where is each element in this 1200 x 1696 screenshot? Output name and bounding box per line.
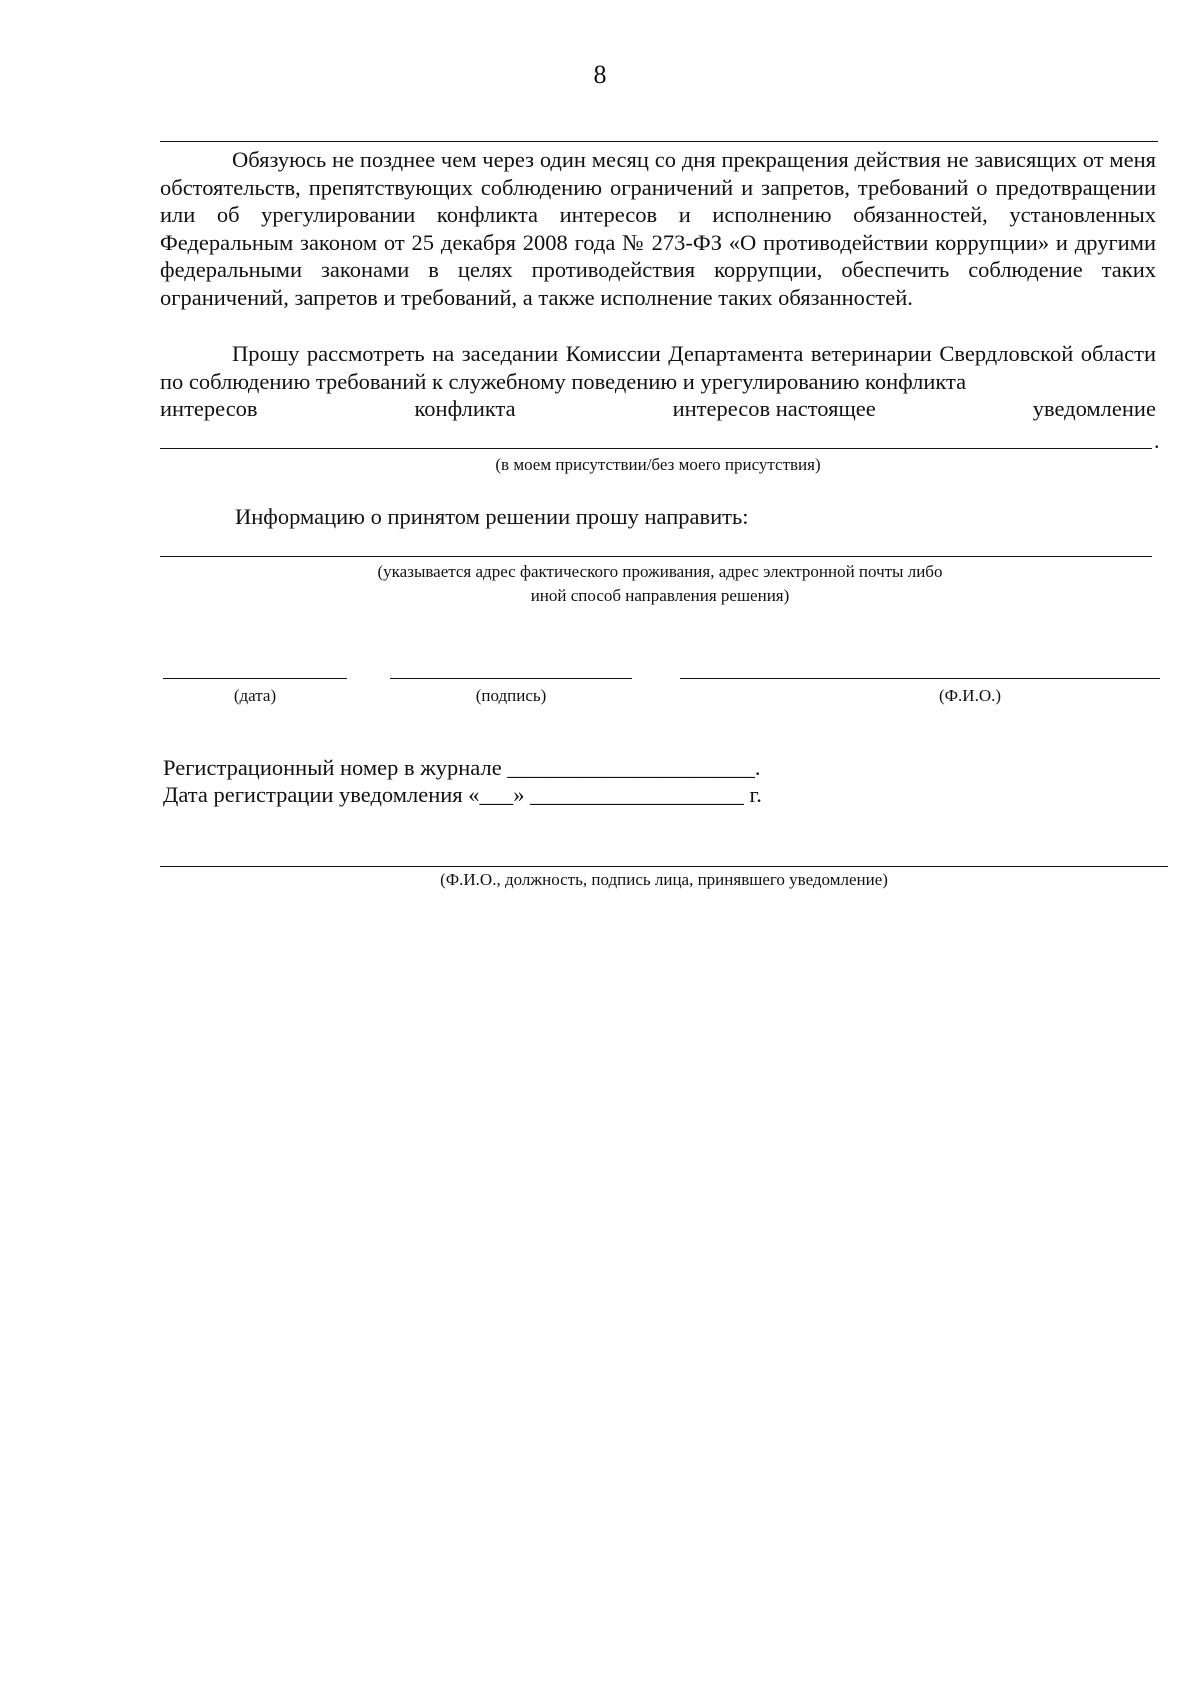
paragraph-request-last-line bbox=[160, 396, 1156, 422]
date-label-text: Дата регистрации уведомления bbox=[163, 782, 463, 807]
signature-fill-line[interactable] bbox=[390, 678, 632, 679]
page-number: 8 bbox=[593, 60, 607, 89]
date-fill-line[interactable] bbox=[163, 678, 347, 679]
presence-period: . bbox=[1154, 428, 1160, 453]
last-line-word: уведомление bbox=[1032, 396, 1156, 421]
last-line-word: конфликта bbox=[414, 396, 516, 421]
date-month-blank[interactable]: ___________________ bbox=[530, 782, 744, 807]
last-line-word: интересов bbox=[160, 396, 258, 421]
header-rule bbox=[160, 141, 1158, 142]
fio-label: (Ф.И.О.) bbox=[938, 686, 1002, 705]
registration-journal-line bbox=[163, 755, 760, 781]
presence-caption: (в моем присутствии/без моего присутствия) bbox=[495, 455, 821, 474]
receiver-fill-line[interactable] bbox=[160, 866, 1168, 867]
journal-end: . bbox=[754, 755, 761, 780]
fio-fill-line[interactable] bbox=[680, 678, 1160, 679]
last-line-word: интересов настоящее bbox=[672, 396, 876, 421]
presence-fill-line[interactable] bbox=[160, 448, 1152, 449]
date-label: (дата) bbox=[233, 686, 277, 705]
date-day-blank[interactable]: «___» bbox=[468, 782, 525, 807]
date-year-suffix: г. bbox=[749, 782, 762, 807]
journal-number-blank[interactable]: ______________________ bbox=[507, 755, 755, 780]
signature-label: (подпись) bbox=[475, 686, 547, 705]
registration-date-line bbox=[163, 782, 762, 808]
journal-label: Регистрационный номер в журнале bbox=[163, 755, 502, 780]
address-caption-line2: иной способ направления решения) bbox=[530, 586, 790, 605]
receiver-caption: (Ф.И.О., должность, подпись лица, принявшего уведомление) bbox=[440, 870, 888, 889]
paragraph-obligation: Обязуюсь не позднее чем через один месяц со дня прекращения действия не зависящих от меня обстоятельств, препятствующих соблюдению ограничений и запретов, требований о предотвращении или об урегулировании конфликта интересов и исполнению обязанностей, установленных Федеральным законом от 25 декабря 2008 года № 273-ФЗ «О противодействии коррупции» и другими федеральными законами в целях противодействия коррупции, обеспечить соблюдение таких ограничений, запретов и требований, а также исполнение таких обязанностей. bbox=[160, 147, 1156, 310]
address-caption-line1: (указывается адрес фактического проживания, адрес электронной почты либо bbox=[377, 562, 943, 581]
paragraph-request: Прошу рассмотреть на заседании Комиссии Департамента ветеринарии Свердловской области по соблюдению требований к служебному поведению и урегулированию конфликта bbox=[160, 341, 1156, 394]
address-fill-line[interactable] bbox=[160, 556, 1152, 557]
info-request-text: Информацию о принятом решении прошу направить: bbox=[235, 504, 749, 529]
